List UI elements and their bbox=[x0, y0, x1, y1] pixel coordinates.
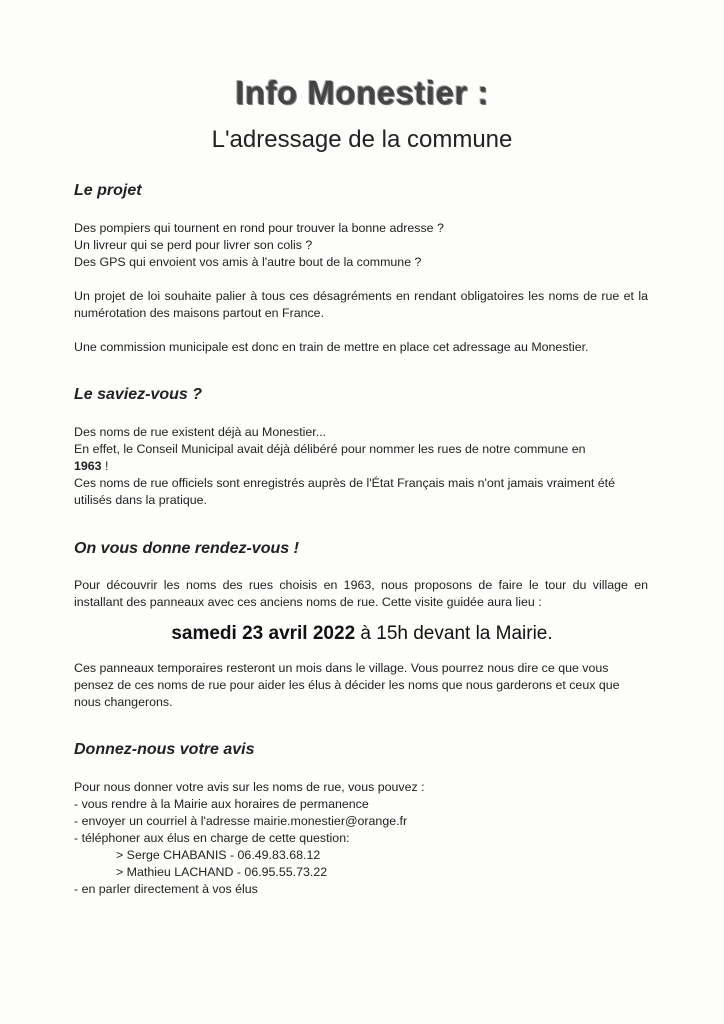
event-date bbox=[0, 623, 724, 645]
avis-item-3: - téléphoner aux élus en charge de cette question: bbox=[74, 831, 350, 845]
saviez-line-1: Des noms de rue existent déjà au Monestier... bbox=[74, 425, 327, 439]
page-subtitle: L'adressage de la commune bbox=[211, 126, 513, 153]
avis-item-last: - en parler directement à vos élus bbox=[74, 882, 258, 896]
projet-questions bbox=[74, 220, 648, 271]
projet-paragraph-3: Une commission municipale est donc en train de mettre en place cet adressage au Monestier. bbox=[74, 340, 589, 354]
event-date-rest: à 15h devant la Mairie. bbox=[355, 623, 553, 644]
saviez-year-line bbox=[74, 458, 648, 475]
contact-serge: > Serge CHABANIS - 06.49.83.68.12 bbox=[116, 848, 321, 862]
saviez-line-2: En effet, le Conseil Municipal avait déjà délibéré pour nommer les rues de notre commune en bbox=[74, 442, 586, 456]
projet-paragraph-2: Un projet de loi souhaite palier à tous ces désagréments en rendant obligatoires les noms de rue et la numérotation des maisons partout en France. bbox=[74, 289, 648, 320]
rdv-paragraph-2: Ces panneaux temporaires resteront un mois dans le village. Vous pourrez nous dire ce que vous pensez de ces noms de rue pour aider les élus à décider les noms que nous garderons et ceux que nous changerons. bbox=[74, 661, 620, 709]
avis-item-1: - vous rendre à la Mairie aux horaires de permanence bbox=[74, 797, 369, 811]
saviez-year-suffix: ! bbox=[101, 459, 109, 473]
projet-question-1: Des pompiers qui tournent en rond pour trouver la bonne adresse ? bbox=[74, 221, 444, 235]
page-title: Info Monestier : bbox=[235, 74, 489, 111]
rdv-paragraph-1: Pour découvrir les noms des rues choisis en 1963, nous proposons de faire le tour du village en installant des panneaux avec ces anciens noms de rue. Cette visite guidée aura lieu : bbox=[74, 578, 648, 609]
avis-item-2: - envoyer un courriel à l'adresse mairie.monestier@orange.fr bbox=[74, 814, 408, 828]
saviez-paragraph-1 bbox=[74, 424, 648, 475]
section-heading-projet: Le projet bbox=[74, 182, 142, 199]
saviez-paragraph-2: Ces noms de rue officiels sont enregistrés auprès de l'État Français mais n'ont jamais vraiment été utilisés dans la pratique. bbox=[74, 476, 615, 507]
avis-list bbox=[74, 779, 648, 898]
section-heading-saviez: Le saviez-vous ? bbox=[74, 386, 203, 403]
event-date-bold: samedi 23 avril 2022 bbox=[171, 623, 356, 644]
projet-question-2: Un livreur qui se perd pour livrer son colis ? bbox=[74, 238, 313, 252]
projet-question-3: Des GPS qui envoient vos amis à l'autre bout de la commune ? bbox=[74, 255, 422, 269]
section-heading-rdv: On vous donne rendez-vous ! bbox=[74, 540, 299, 557]
avis-intro: Pour nous donner votre avis sur les noms de rue, vous pouvez : bbox=[74, 780, 425, 794]
section-heading-avis: Donnez-nous votre avis bbox=[74, 741, 255, 758]
contact-mathieu: > Mathieu LACHAND - 06.95.55.73.22 bbox=[116, 865, 328, 879]
saviez-year: 1963 bbox=[74, 459, 102, 473]
